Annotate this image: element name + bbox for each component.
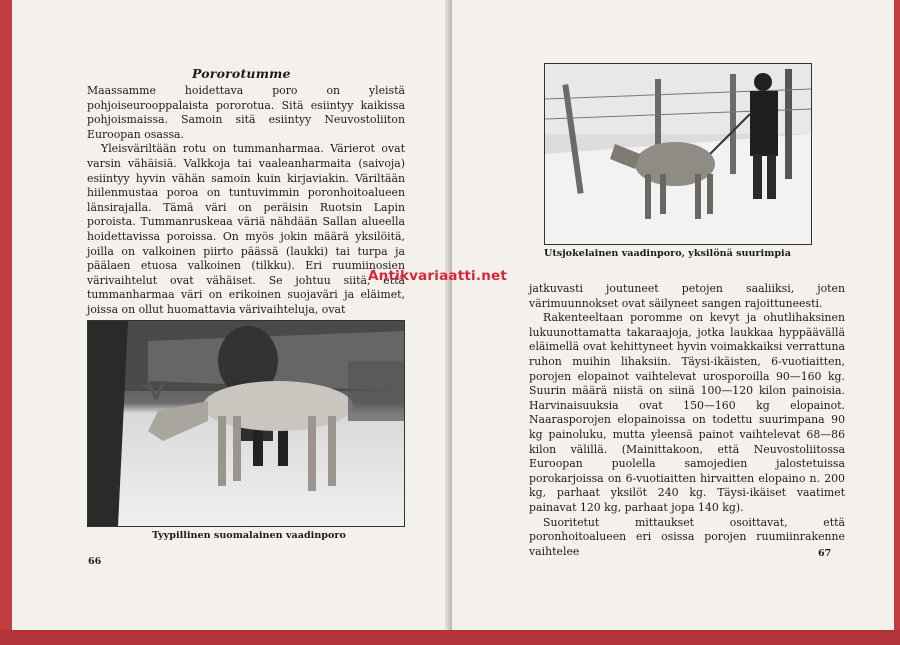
right-page bbox=[452, 0, 894, 632]
paragraph: Yleisväriltään rotu on tummanharmaa. Värierot ovat varsin vähäisiä. Valkkoja tai vaaleanharmaita (saivoja) esiintyy hyvin vähän samoin kuin kirjaviakin. Väriltään hiilenmustaa poroa on tuntuvimmin poronhoitoalueen länsirajalla. Tämä väri on peräisin Ruotsin Lapin poroista. Tummanruskeaa väriä nähdään Sallan alueella hoidettavissa poroissa. On myös jokin määrä yksilöitä, joilla on valkoinen piirto päässä (laukki) tai turpa ja päälaen etuosa valkoinen (tilkku). Eri ruumiinosien värivaihtelut ovat vähäiset. Se johtuu siitä, että tummanharmaa väri on erikoinen suojaväri ja eläimet, joissa on ollut huomattavia värivaihteluja, ovat bbox=[87, 142, 405, 316]
paragraph: jatkuvasti joutuneet petojen saaliiksi, joten värimuunnokset ovat säilyneet sangen rajoittuneesti. bbox=[529, 282, 845, 310]
paragraph: Suoritetut mittaukset osoittavat, että poronhoitoalueen eri osissa porojen ruumiinrakenne vaihtelee bbox=[529, 515, 845, 558]
section-heading: Pororotumme bbox=[192, 66, 291, 81]
paragraph: Maassamme hoidettava poro on yleistä pohjoiseurooppalaista pororotua. Sitä esiintyy kaikissa pohjoismaissa. Samoin sitä esiintyy Neuvostoliiton Euroopan osassa. bbox=[87, 84, 405, 141]
book-cover-edge bbox=[0, 630, 900, 645]
left-page-body-text bbox=[87, 84, 405, 318]
photo-caption: Utsjokelainen vaadinporo, yksilönä suurimpia bbox=[544, 248, 791, 259]
page-number: 66 bbox=[88, 556, 102, 567]
page-number: 67 bbox=[818, 548, 832, 559]
reindeer-photo bbox=[87, 320, 405, 527]
paragraph: Rakenteeltaan poromme on kevyt ja ohutlihaksinen lukuunottamatta takaraajoja, jotka laukkaa hyppäävällä eläimellä ovat kehittyneet hyvin voimakkaiksi verrattuna ruhon muihin lihaksiin. Täysi-ikäisten, 6-vuotiaitten, porojen elopainot vaihtelevat urosporoilla 90—160 kg. Suurin määrä niistä on siinä 100—120 kilon painoisia. Harvinaisuuksia ovat 150—160 kg elopainot. Naarasporojen elopainoissa on todettu suurimpana 90 kg painoluku, mutta yleensä painot vaihtelevat 68—86 kilon välillä. (Mainittakoon, että Neuvostoliitossa Euroopan puolella samojedien jalostetuissa porokarjoissa on 6-vuotiaitten hirvaitten elopaino n. 200 kg, parhaat yksilöt 240 kg. Täysi-ikäiset vaatimet painavat 120 kg, parhaat jopa 140 kg). bbox=[529, 311, 845, 514]
watermark: Antikvariaatti.net bbox=[368, 268, 508, 284]
reindeer-photo bbox=[544, 63, 812, 245]
left-page bbox=[12, 0, 451, 632]
photo-caption: Tyypillinen suomalainen vaadinporo bbox=[152, 530, 346, 541]
right-page-body-text bbox=[529, 282, 845, 559]
